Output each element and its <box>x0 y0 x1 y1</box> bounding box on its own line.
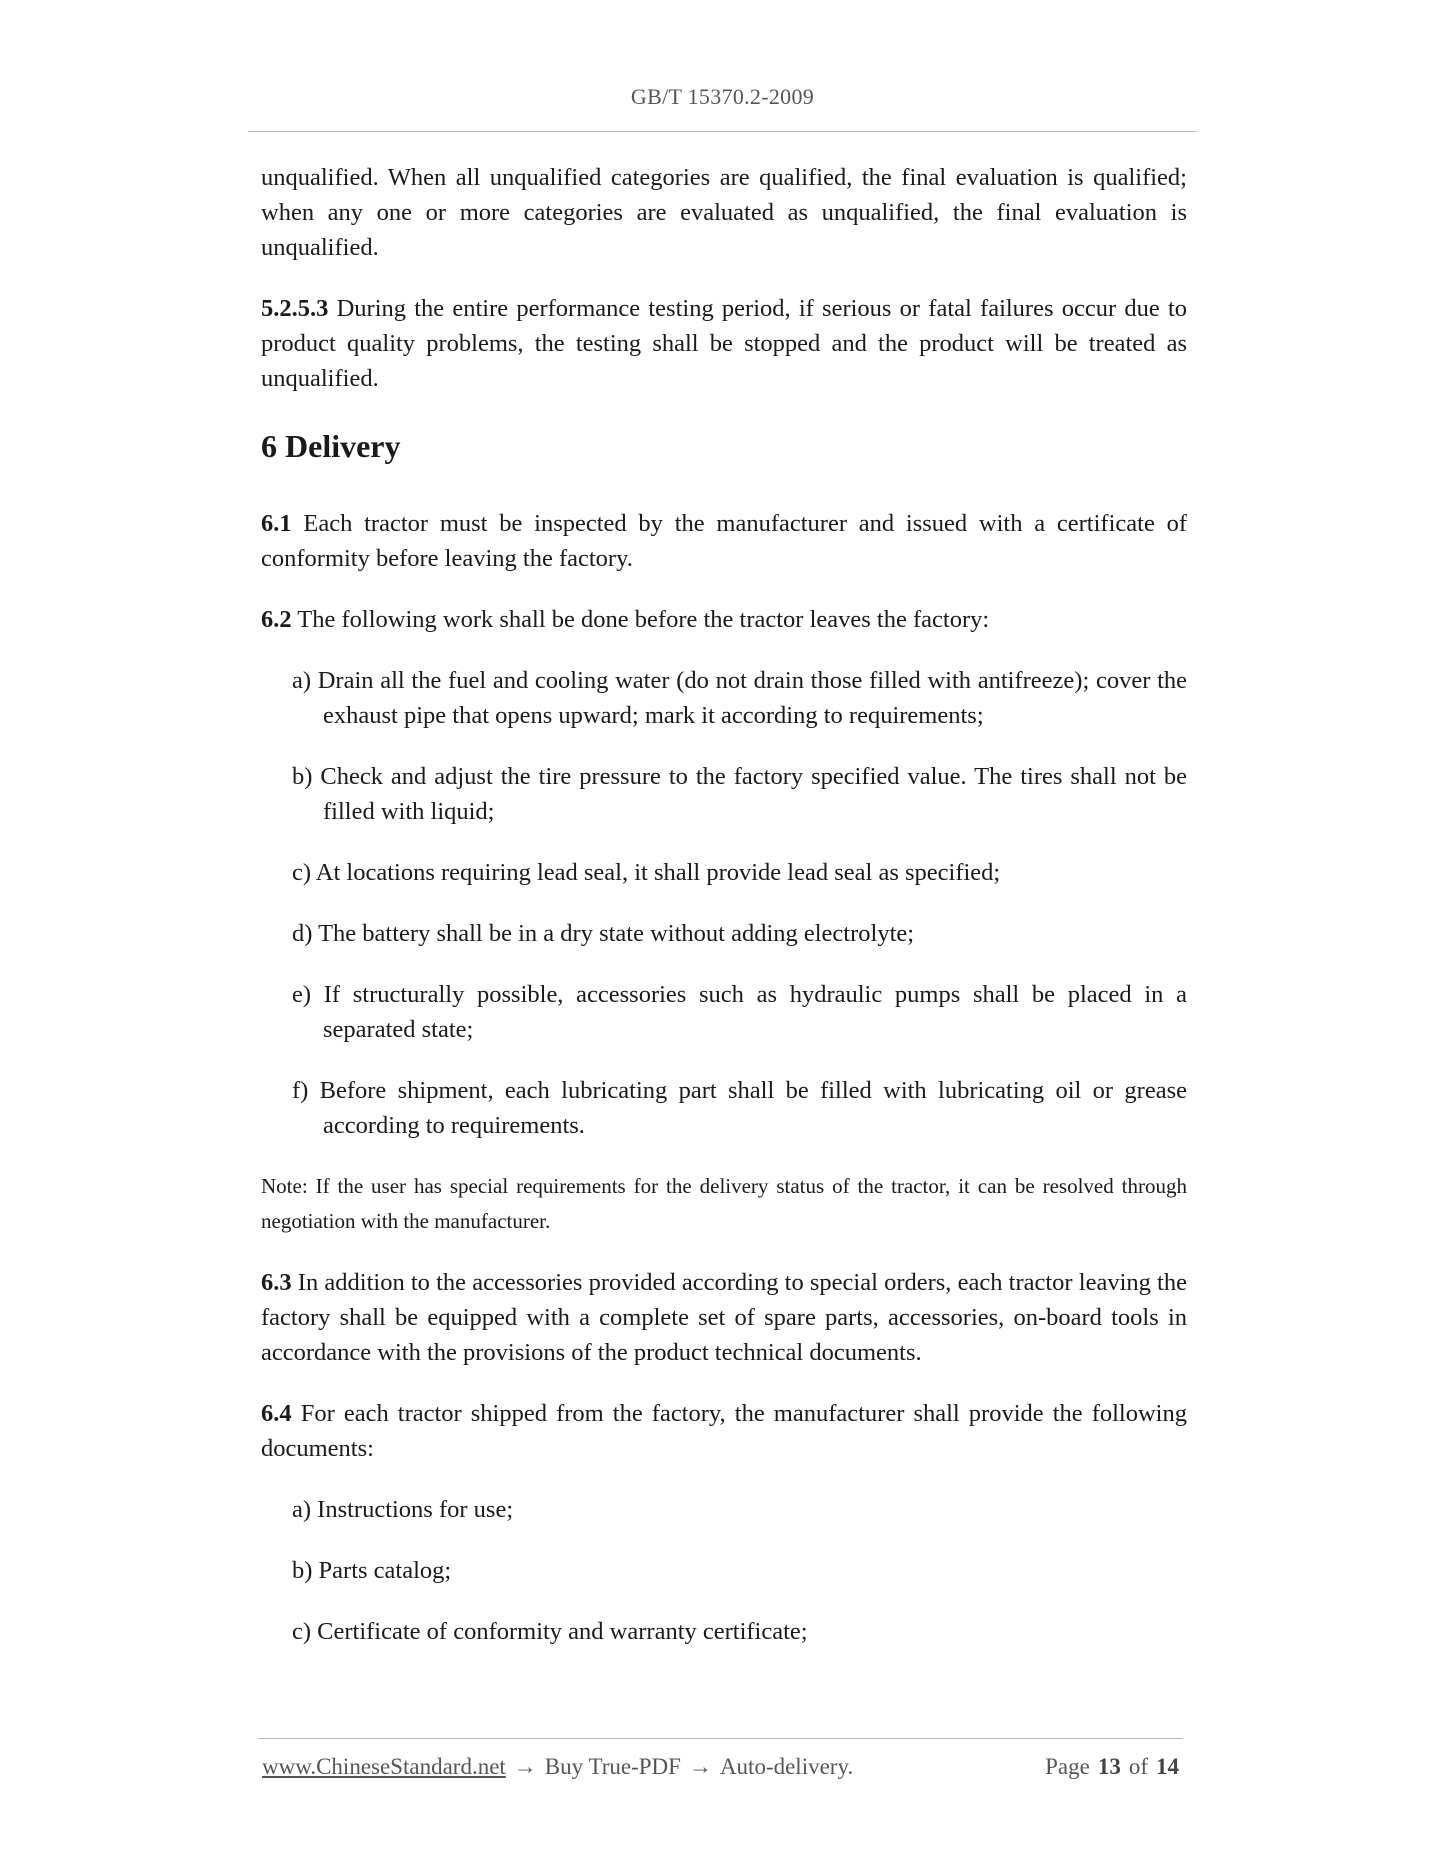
buy-pdf-text: Buy True-PDF <box>544 1754 681 1779</box>
page-header-title: GB/T 15370.2-2009 <box>630 84 815 109</box>
list-item: b) Check and adjust the tire pressure to the factory specified value. The tires shall not be filled with liquid; <box>292 763 1187 825</box>
clause-number: 6.3 <box>261 1269 292 1296</box>
note: Note: If the user has special requirements for the delivery status of the tractor, it can be resolved through negotiation with the manufacturer. <box>261 1174 1187 1233</box>
clause-text: Each tractor must be inspected by the manufacturer and issued with a certificate of conformity before leaving the factory. <box>261 510 1187 572</box>
of-label: of <box>1128 1754 1148 1779</box>
list-item: d) The battery shall be in a dry state without adding electrolyte; <box>292 920 915 947</box>
clause-6-2 <box>261 602 1187 637</box>
clause-number: 6.2 <box>261 606 292 633</box>
list-item: e) If structurally possible, accessories such as hydraulic pumps shall be placed in a separated state; <box>292 981 1187 1043</box>
document-body <box>261 160 1187 1675</box>
arrow-right-icon: → <box>688 1754 712 1779</box>
arrow-right-icon: → <box>513 1754 537 1779</box>
clause-6-4 <box>261 1396 1187 1466</box>
page-indicator <box>1045 1754 1179 1780</box>
clause-5-2-5-3 <box>261 291 1187 396</box>
clause-number: 6.4 <box>261 1400 292 1427</box>
page-label: Page <box>1045 1754 1090 1779</box>
list-item: f) Before shipment, each lubricating part shall be filled with lubricating oil or grease according to requirements. <box>292 1077 1187 1139</box>
clause-6-1 <box>261 506 1187 576</box>
list-item: c) Certificate of conformity and warranty certificate; <box>292 1618 808 1645</box>
clause-text: The following work shall be done before the tractor leaves the factory: <box>291 606 990 633</box>
list-item: a) Instructions for use; <box>292 1496 514 1523</box>
header-divider <box>248 131 1197 132</box>
clause-text: In addition to the accessories provided according to special orders, each tractor leaving the factory shall be equipped with a complete set of spare parts, accessories, on-board tools in accordance with the provisions of the product technical documents. <box>261 1269 1187 1366</box>
clause-text: For each tractor shipped from the factory, the manufacturer shall provide the following documents: <box>261 1400 1187 1462</box>
page-total: 14 <box>1156 1754 1179 1779</box>
list-item: c) At locations requiring lead seal, it shall provide lead seal as specified; <box>292 859 1001 886</box>
paragraph-continuation: unqualified. When all unqualified categories are qualified, the final evaluation is qualified; when any one or more categories are evaluated as unqualified, the final evaluation is unqualified. <box>261 164 1187 261</box>
page-number: 13 <box>1097 1754 1121 1779</box>
clause-6-3 <box>261 1265 1187 1370</box>
clause-text: During the entire performance testing period, if serious or fatal failures occur due to product quality problems, the testing shall be stopped and the product will be treated as unqualified. <box>261 295 1187 392</box>
section-heading-delivery: 6 Delivery <box>261 428 401 464</box>
clause-number: 6.1 <box>261 510 292 537</box>
clause-number: 5.2.5.3 <box>261 295 329 322</box>
footer-divider <box>258 1738 1183 1739</box>
footer-promo <box>262 1754 853 1780</box>
website-link[interactable]: www.ChineseStandard.net <box>262 1754 506 1779</box>
list-item: b) Parts catalog; <box>292 1557 452 1584</box>
auto-delivery-text: Auto-delivery. <box>719 1754 854 1779</box>
list-item: a) Drain all the fuel and cooling water (do not drain those filled with antifreeze); cover the exhaust pipe that opens upward; mark it according to requirements; <box>292 667 1187 729</box>
